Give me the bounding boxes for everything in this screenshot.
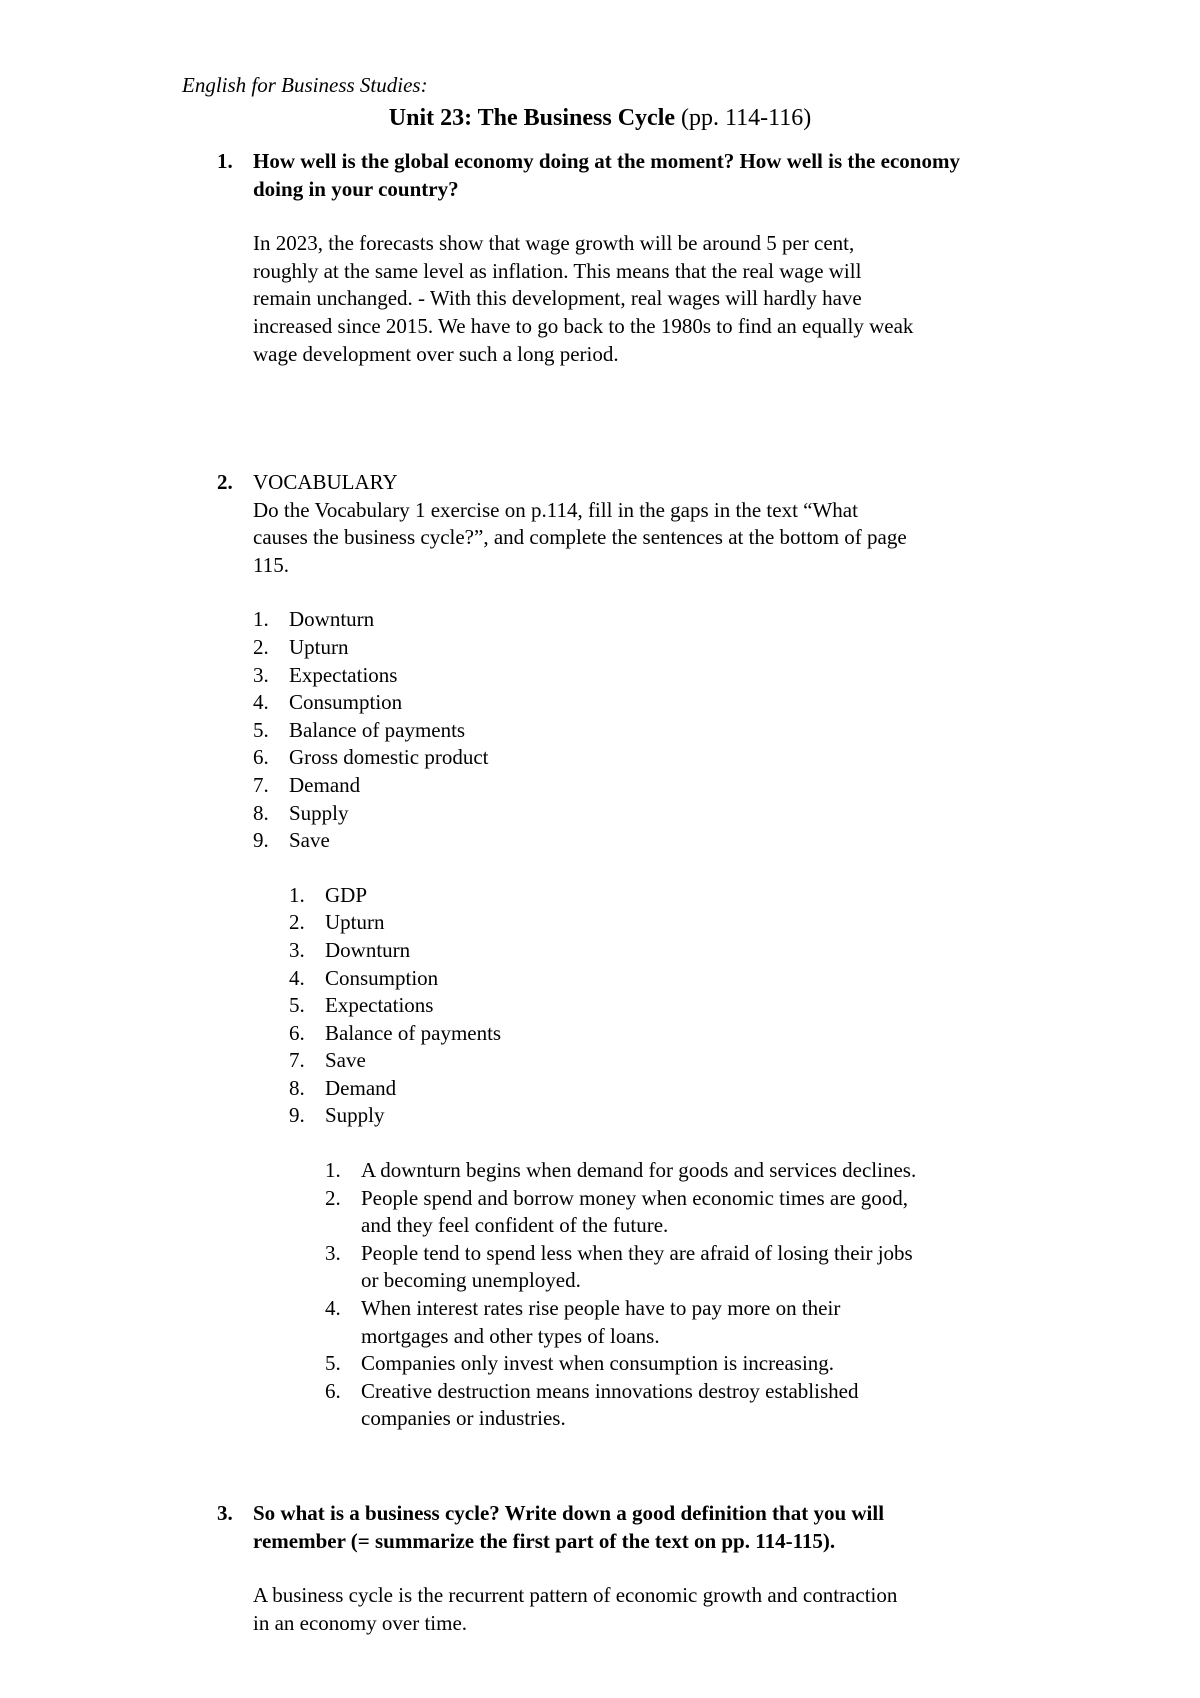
list-item [253,744,1037,772]
list-item [325,1185,1037,1240]
list-item-text: People tend to spend less when they are afraid of losing their jobs or becoming unemployed. [361,1240,913,1293]
list-item-number: 4. [253,690,269,715]
list-item-number: 5. [289,993,305,1018]
list-item-text: Companies only invest when consumption is increasing. [361,1351,835,1376]
list-item-number: 7. [253,772,269,797]
list-item-text: When interest rates rise people have to pay more on their mortgages and other types of loans. [361,1296,841,1348]
list-item [325,1240,1037,1295]
list-item-text: Balance of payments [289,717,466,742]
list-item [325,1378,1037,1433]
list-item-text: Supply [325,1103,385,1128]
list-item-number: 1. [253,607,269,632]
sentence-list [325,1157,1037,1433]
list-item-text: Demand [325,1075,397,1100]
list-item-text: Expectations [325,993,434,1018]
list-item-text: Gross domestic product [289,745,489,770]
list-item-number: 4. [289,965,305,990]
list-item [253,772,1037,800]
list-item-number: 9. [289,1103,305,1128]
list-item-text: Creative destruction means innovations destroy established companies or industries. [361,1378,859,1431]
list-item-text: Save [325,1048,366,1073]
course-subject: English for Business Studies: [182,73,428,97]
list-item-number: 1. [325,1158,341,1183]
list-item [289,882,1037,910]
question-3-text: So what is a business cycle? Write down a good definition that you will remember (= summarize the first part of the text on pp. 114-115). [253,1501,885,1553]
list-item-text: Expectations [289,662,398,687]
list-item-number: 1. [289,882,305,907]
question-3-number: 3. [217,1501,233,1525]
list-item-text: Consumption [325,965,439,990]
list-item [289,909,1037,937]
list-item [325,1350,1037,1378]
list-item-number: 8. [253,800,269,825]
list-item-text: People spend and borrow money when economic times are good, and they feel confident of the future. [361,1185,909,1238]
list-item-text: Supply [289,800,349,825]
list-item-number: 3. [253,662,269,687]
list-item-number: 8. [289,1075,305,1100]
list-item-number: 3. [289,937,305,962]
unit-title-pages: (pp. 114-116) [681,105,812,131]
list-item-number: 7. [289,1048,305,1073]
list-item-text: Upturn [289,634,349,659]
question-3 [217,1500,1037,1637]
list-item [253,717,1037,745]
list-item-number: 3. [325,1240,341,1265]
list-item [289,1075,1037,1103]
list-item-number: 6. [289,1020,305,1045]
list-item-number: 2. [289,910,305,935]
list-item [253,800,1037,828]
question-1-text: How well is the global economy doing at the moment? How well is the economy doing in your country? [253,149,960,201]
list-item-number: 2. [253,634,269,659]
list-item-number: 2. [325,1185,341,1210]
list-item-number: 5. [253,717,269,742]
vocabulary-list-2 [289,882,1037,1130]
list-item [253,606,1037,634]
list-item-text: A downturn begins when demand for goods and services declines. [361,1158,917,1183]
list-item-text: Downturn [289,607,375,632]
list-item-number: 6. [325,1378,341,1403]
question-1-answer: In 2023, the forecasts show that wage growth will be around 5 per cent, roughly at the same level as inflation. This means that the real wage will remain unchanged. - With this development, real wages will hardly have increased since 2015. We have to go back to the 1980s to find an equally weak wage development over such a long period. [253,231,914,366]
question-3-answer: A business cycle is the recurrent pattern of economic growth and contraction in an economy over time. [253,1583,898,1635]
list-item-text: Demand [289,772,361,797]
list-item-text: Save [289,828,330,853]
list-item [253,689,1037,717]
list-item-number: 5. [325,1351,341,1376]
unit-title [0,103,1200,133]
vocabulary-heading: VOCABULARY [253,470,398,494]
list-item-text: GDP [325,882,368,907]
list-item [325,1157,1037,1185]
list-item-number: 6. [253,745,269,770]
list-item [289,1102,1037,1130]
list-item [289,1047,1037,1075]
question-1-number: 1. [217,149,233,173]
list-item [253,827,1037,855]
list-item-number: 4. [325,1296,341,1321]
list-item-text: Downturn [325,937,411,962]
list-item [253,634,1037,662]
question-2-number: 2. [217,470,233,494]
list-item [253,662,1037,690]
list-item [289,965,1037,993]
question-2 [217,469,1037,1433]
list-item-text: Upturn [325,910,385,935]
list-item [325,1295,1037,1350]
unit-title-main: Unit 23: The Business Cycle [388,105,676,131]
list-item-text: Balance of payments [325,1020,502,1045]
list-item [289,992,1037,1020]
list-item [289,937,1037,965]
list-item [289,1020,1037,1048]
list-item-number: 9. [253,828,269,853]
vocabulary-list-1 [253,606,1037,854]
question-1 [217,148,1037,368]
list-item-text: Consumption [289,690,403,715]
vocabulary-instructions: Do the Vocabulary 1 exercise on p.114, fill in the gaps in the text “What causes the business cycle?”, and complete the sentences at the bottom of page 115. [253,497,907,577]
